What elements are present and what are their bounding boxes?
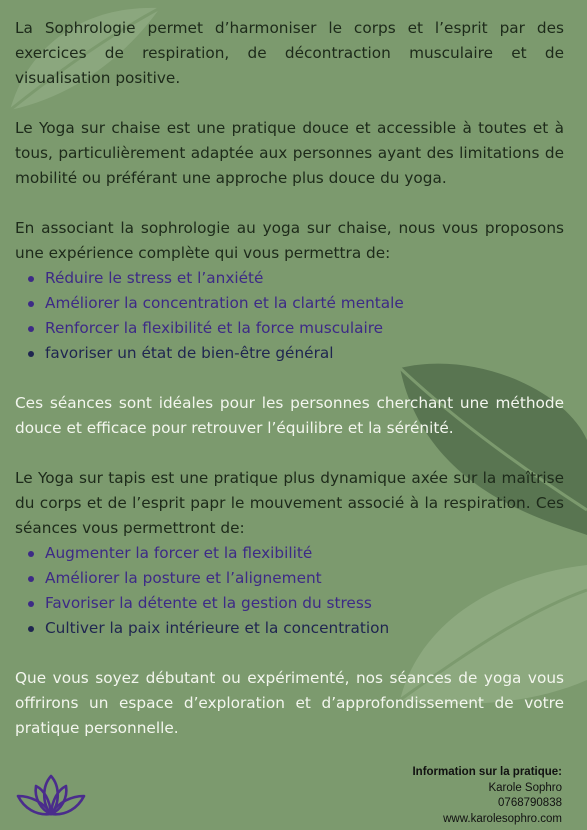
- contact-info: [412, 765, 562, 827]
- contact-name: Karole Sophro: [488, 781, 562, 794]
- chaise-outro: Ces séances sont idéales pour les personnes cherchant une méthode douce et efficace pour retrouver l’équilibre et la sérénité.: [15, 394, 564, 437]
- tapis-lead: Le Yoga sur tapis est une pratique plus dynamique axée sur la maîtrise du corps et de l’esprit papr le mouvement associé à la respiration. Ces séances vous permettront de:: [15, 469, 564, 537]
- chaise-lead: En associant la sophrologie au yoga sur chaise, nous vous proposons une expérience complète qui vous permettra de:: [15, 219, 564, 262]
- list-item: Renforcer la flexibilité et la force musculaire: [25, 316, 564, 341]
- contact-phone: 0768790838: [498, 797, 562, 809]
- contact-website: www.karolesophro.com: [443, 812, 562, 825]
- list-item: Améliorer la concentration et la clarté mentale: [25, 291, 564, 316]
- contact-heading: Information sur la pratique:: [412, 766, 562, 778]
- main-content: [15, 16, 564, 741]
- intro-yoga-chaise: Le Yoga sur chaise est une pratique douce et accessible à toutes et à tous, particulièrement adaptée aux personnes ayant des limitations de mobilité ou préférant une approche plus douce du yoga.: [15, 119, 564, 187]
- list-item: Cultiver la paix intérieure et la concentration: [25, 616, 564, 641]
- list-item: favoriser un état de bien-être général: [25, 341, 564, 366]
- closing-text: Que vous soyez débutant ou expérimenté, nos séances de yoga vous offrirons un espace d’exploration et d’approfondissement de votre pratique personnelle.: [15, 669, 564, 737]
- list-item: Augmenter la forcer et la flexibilité: [25, 541, 564, 566]
- tapis-benefits-list: [15, 541, 564, 641]
- chaise-benefits-list: [15, 266, 564, 366]
- lotus-icon: [14, 772, 88, 818]
- intro-sophrologie: La Sophrologie permet d’harmoniser le corps et l’esprit par des exercices de respiration, de décontraction musculaire et de visualisation positive.: [15, 19, 564, 87]
- list-item: Améliorer la posture et l’alignement: [25, 566, 564, 591]
- list-item: Réduire le stress et l’anxiété: [25, 266, 564, 291]
- list-item: Favoriser la détente et la gestion du stress: [25, 591, 564, 616]
